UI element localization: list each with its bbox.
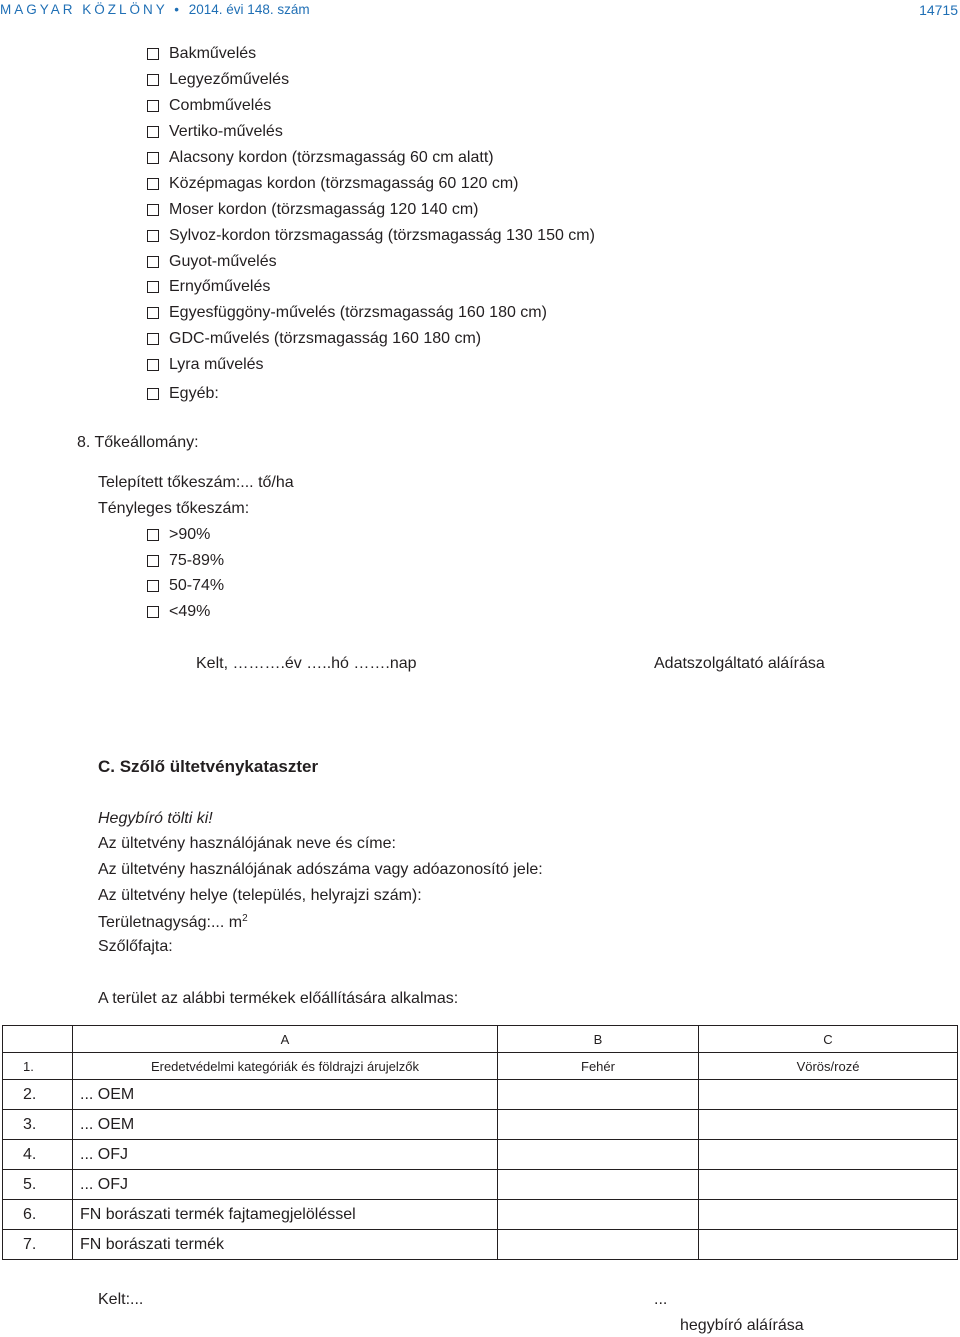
option-label: Alacsony kordon (törzsmagasság 60 cm alatt) <box>169 149 494 166</box>
row-number: 6. <box>3 1200 73 1230</box>
table-header-cell: A <box>73 1026 498 1053</box>
row-value: Vörös/rozé <box>699 1053 958 1080</box>
training-option[interactable] <box>147 303 547 323</box>
product-table <box>2 1025 958 1260</box>
row-number: 7. <box>3 1230 73 1260</box>
checkbox[interactable] <box>147 74 159 86</box>
row-value <box>699 1140 958 1170</box>
option-label: <49% <box>169 603 211 620</box>
variety-line: Szőlőfajta: <box>98 938 173 955</box>
row-label: ... OEM <box>73 1110 498 1140</box>
checkbox[interactable] <box>147 100 159 112</box>
row-label: FN borászati termék fajtamegjelöléssel <box>73 1200 498 1230</box>
row-value <box>498 1170 699 1200</box>
row-label: ... OFJ <box>73 1170 498 1200</box>
section-c-title: C. Szőlő ültetvénykataszter <box>98 757 319 776</box>
training-option[interactable] <box>147 122 283 142</box>
checkbox[interactable] <box>147 256 159 268</box>
checkbox[interactable] <box>147 281 159 293</box>
stock-heading: 8. Tőkeállomány: <box>77 434 199 451</box>
row-number: 4. <box>3 1140 73 1170</box>
row-value <box>699 1170 958 1200</box>
training-option[interactable] <box>147 252 277 272</box>
checkbox[interactable] <box>147 606 159 618</box>
row-value <box>498 1200 699 1230</box>
judge-signature-label: hegybíró aláírása <box>680 1317 804 1334</box>
row-label: ... OEM <box>73 1080 498 1110</box>
location-line: Az ültetvény helye (település, helyrajzi szám): <box>98 887 422 904</box>
row-value <box>699 1200 958 1230</box>
stock-option[interactable] <box>147 602 210 622</box>
table-header-cell: C <box>699 1026 958 1053</box>
table-row <box>3 1110 958 1140</box>
option-label: Bakművelés <box>169 45 257 62</box>
row-value <box>498 1110 699 1140</box>
table-row <box>3 1230 958 1260</box>
checkbox[interactable] <box>147 204 159 216</box>
option-label: GDC-művelés (törzsmagasság 160 180 cm) <box>169 330 482 347</box>
table-row <box>3 1170 958 1200</box>
row-value <box>699 1110 958 1140</box>
checkbox[interactable] <box>147 529 159 541</box>
option-label: Egyesfüggöny-művelés (törzsmagasság 160 180 cm) <box>169 304 547 321</box>
checkbox[interactable] <box>147 48 159 60</box>
footer-date: Kelt:... <box>98 1291 144 1308</box>
option-label: Moser kordon (törzsmagasság 120 140 cm) <box>169 201 479 218</box>
option-label: Guyot-művelés <box>169 253 277 270</box>
training-option[interactable] <box>147 226 595 246</box>
tax-id-line: Az ültetvény használójának adószáma vagy adóazonosító jele: <box>98 861 543 878</box>
option-label: 75-89% <box>169 552 225 569</box>
footer-signature-line: ... <box>654 1291 668 1308</box>
checkbox[interactable] <box>147 388 159 400</box>
stock-option[interactable] <box>147 525 210 545</box>
page-number: 14715 <box>919 2 958 18</box>
checkbox[interactable] <box>147 307 159 319</box>
provider-signature-label: Adatszolgáltató aláírása <box>654 655 825 672</box>
training-option[interactable] <box>147 355 264 375</box>
training-option[interactable] <box>147 277 270 297</box>
training-option[interactable] <box>147 384 219 404</box>
row-value <box>699 1230 958 1260</box>
row-number: 2. <box>3 1080 73 1110</box>
table-row <box>3 1200 958 1230</box>
user-name-line: Az ültetvény használójának neve és címe: <box>98 835 396 852</box>
row-label: Eredetvédelmi kategóriák és földrajzi árujelzők <box>73 1053 498 1080</box>
table-header-cell: B <box>498 1026 699 1053</box>
option-label: Combművelés <box>169 97 272 114</box>
stock-option[interactable] <box>147 576 224 596</box>
checkbox[interactable] <box>147 555 159 567</box>
option-label: Egyéb: <box>169 385 219 402</box>
training-option[interactable] <box>147 148 494 168</box>
row-value: Fehér <box>498 1053 699 1080</box>
checkbox[interactable] <box>147 152 159 164</box>
journal-title: MAGYAR KÖZLÖNY • 2014. évi 148. szám <box>0 2 310 17</box>
table-header-row <box>3 1026 958 1053</box>
date-line: Kelt, ……….év …..hó …….nap <box>196 655 417 672</box>
checkbox[interactable] <box>147 359 159 371</box>
section-c-note: Hegybíró tölti ki! <box>98 810 213 827</box>
row-label: ... OFJ <box>73 1140 498 1170</box>
training-option[interactable] <box>147 70 289 90</box>
option-label: 50-74% <box>169 577 225 594</box>
option-label: Sylvoz-kordon törzsmagasság (törzsmagasság 130 150 cm) <box>169 227 595 244</box>
training-option[interactable] <box>147 96 271 116</box>
actual-count: Tényleges tőkeszám: <box>98 500 250 517</box>
checkbox[interactable] <box>147 230 159 242</box>
row-number: 1. <box>3 1053 73 1080</box>
table-header-cell <box>3 1026 73 1053</box>
row-label: FN borászati termék <box>73 1230 498 1260</box>
option-label: >90% <box>169 526 211 543</box>
checkbox[interactable] <box>147 333 159 345</box>
row-number: 5. <box>3 1170 73 1200</box>
table-row <box>3 1140 958 1170</box>
training-option[interactable] <box>147 200 478 220</box>
row-value <box>498 1080 699 1110</box>
training-option[interactable] <box>147 44 256 64</box>
table-row <box>3 1053 958 1080</box>
checkbox[interactable] <box>147 580 159 592</box>
training-option[interactable] <box>147 174 519 194</box>
table-row <box>3 1080 958 1110</box>
checkbox[interactable] <box>147 178 159 190</box>
row-value <box>498 1140 699 1170</box>
option-label: Ernyőművelés <box>169 278 271 295</box>
option-label: Lyra művelés <box>169 356 264 373</box>
checkbox[interactable] <box>147 126 159 138</box>
planted-count: Telepített tőkeszám:... tő/ha <box>98 474 294 491</box>
row-number: 3. <box>3 1110 73 1140</box>
option-label: Legyezőművelés <box>169 71 290 88</box>
option-label: Vertiko-művelés <box>169 123 283 140</box>
table-intro: A terület az alábbi termékek előállítására alkalmas: <box>98 990 459 1007</box>
stock-option[interactable] <box>147 551 224 571</box>
option-label: Középmagas kordon (törzsmagasság 60 120 cm) <box>169 175 519 192</box>
area-line: Területnagyság:... $m^2$ <box>98 913 248 931</box>
training-option[interactable] <box>147 329 481 349</box>
row-value <box>498 1230 699 1260</box>
row-value <box>699 1080 958 1110</box>
